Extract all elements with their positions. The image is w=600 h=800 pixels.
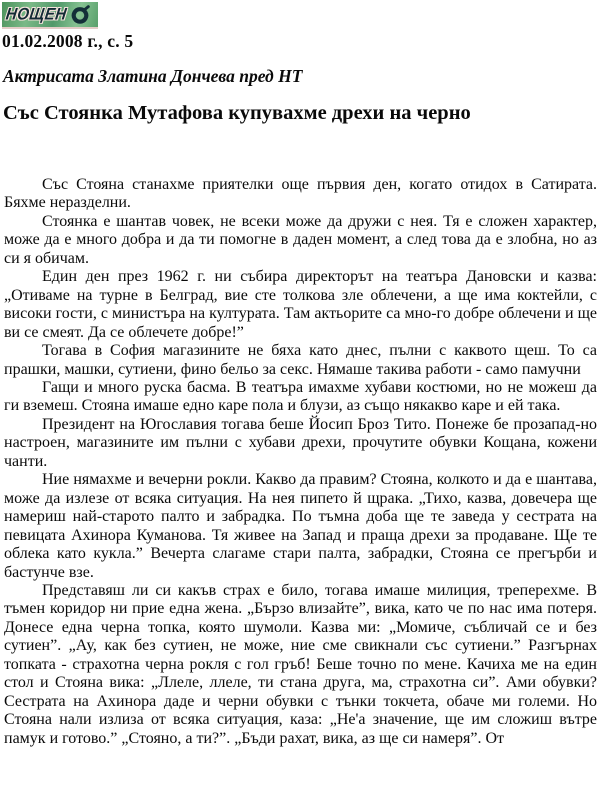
article-paragraph: Един ден през 1962 г. ни събира директорът на театъра Дановски и казва: „Отиваме на турне в Белград, вие сте толкова зле облечени, а ще има коктейли, с високи гости, с министъра на културата. Там актьорите са мно-го добре облечени и ще ви се смеят. Да се облечете добре!”: [4, 268, 597, 341]
newspaper-logo-text: НОЩЕН: [4, 4, 69, 25]
article-headline: Със Стоянка Мутафова купувахме дрехи на черно: [3, 102, 471, 124]
newspaper-logo: [2, 2, 98, 29]
article-paragraph: Гащи и много руска басма. В театъра имахме хубави костюми, но не можеш да ги вземеш. Стояна имаше едно каре пола и блузи, аз също някакво каре и ей така.: [4, 378, 597, 415]
article-paragraph: Със Стояна станахме приятелки още първия ден, когато отидох в Сатирата. Бяхме неразделни.: [4, 176, 597, 212]
article-paragraph: Президент на Югославия тогава беше Йосип Броз Тито. Понеже бе прозапад-но настроен, магазините им пълни с хубави дрехи, прочутите обувки Кощана, кожени чанти.: [4, 415, 597, 470]
article-body: [4, 176, 597, 800]
article-paragraph: Тогава в София магазините не бяха като днес, пълни с каквото щеш. То са прашки, машки, сутиени, фино бельо за секс. Нямаше такива работи - само памучни: [4, 342, 597, 378]
article-paragraph: Ние нямахме и вечерни рокли. Какво да правим? Стояна, колкото и да е шантава, може да излезе от всяка ситуация. На нея пипето й щрака. „Тихо, казва, довечера ще намериш най-старото палто и забрадка. По тъмна доба ще те заведа у сестрата на певицата Ахинора Куманова. Тя живее на Запад и праща дрехи за продаване. Ще те облека като кукла.” Вечерта слагаме стари палта, забрадки, Стояна се прегърби и бастунче взе.: [4, 471, 597, 581]
rooster-emblem-icon: [70, 5, 90, 25]
article-paragraph: Представяш ли си какъв страх е било, тогава имаше милиция, треперехме. В тъмен коридор ни прие една жена. „Бързо влизайте”, вика, като че по нас има потеря. Донесе една черна топка, която шумоли. Казва ми: „Момиче, събличай се и без сутиен”. „Ау, как без сутиен, не може, ние сме свикнали със сутиени.” Разгърнах топката - страхотна черна рокля с гол гръб! Беше точно по мене. Качиха ме на един стол и Стояна вика: „Ллеле, ллеле, ти стана друга, ма, страхотна си”. Ами обувки? Сестрата на Ахинора даде и черни обувки с тънки токчета, обаче ми големи. Но Стояна нали излиза от всяка ситуация, каза: „Не'а значение, ще им сложиш вътре памук и готово.” „Стояно, а ти?”. „Бъди рахат, вика, аз ще си намеря”. От: [4, 581, 597, 747]
article-paragraph: Стоянка е шантав човек, не всеки може да дружи с нея. Тя е сложен характер, може да е много добра и да ти помогне в даден момент, а след това да е злобна, но аз си я обичам.: [4, 212, 597, 267]
publication-date-line: 01.02.2008 г., с. 5: [2, 31, 134, 51]
article-kicker: Актрисата Златина Дончева пред НТ: [3, 66, 303, 86]
